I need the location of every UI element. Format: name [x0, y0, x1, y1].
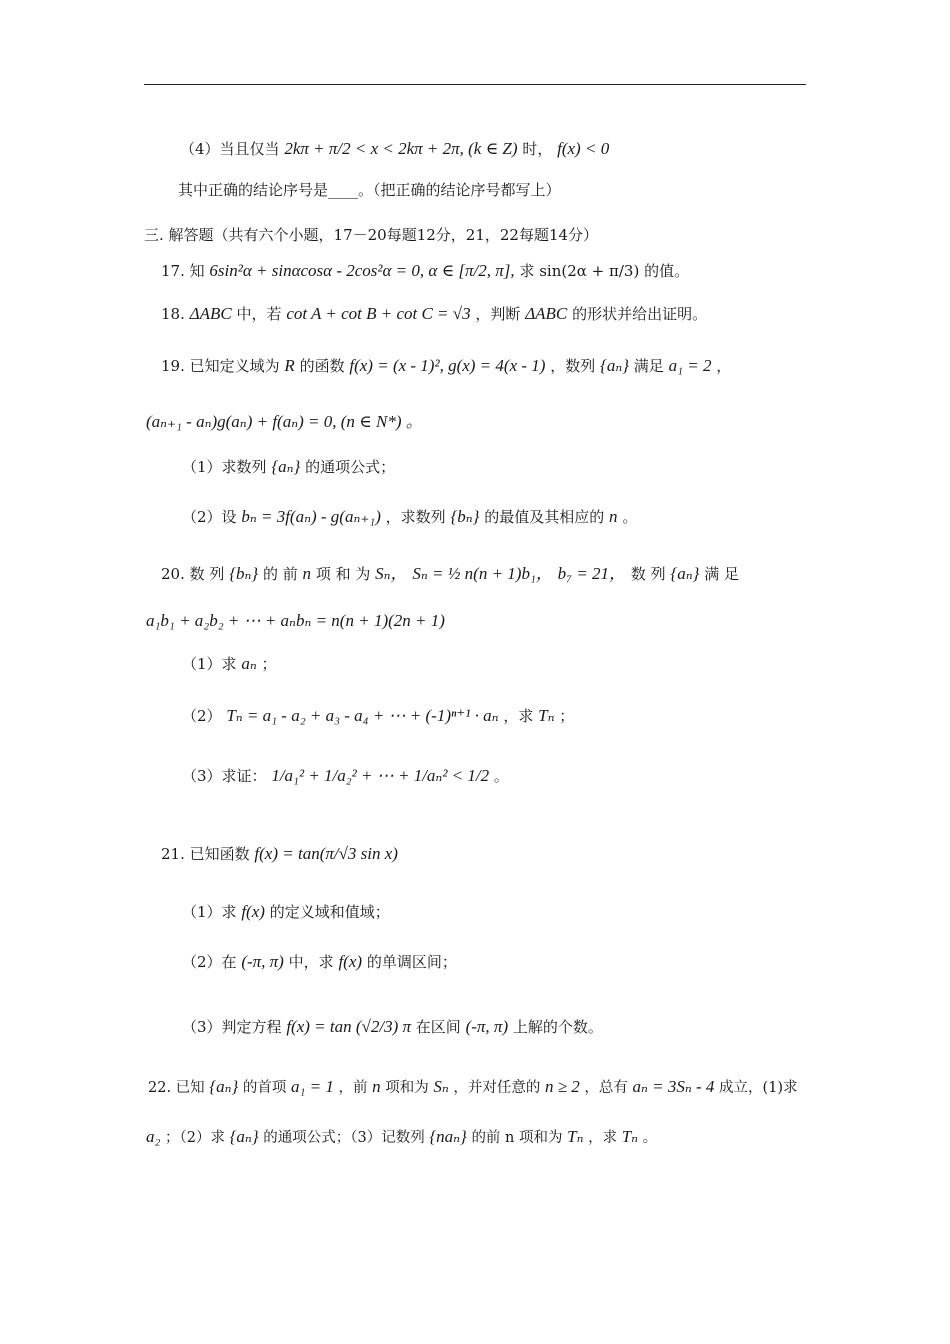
- q22-text-7: ；（2）求: [165, 1130, 226, 1146]
- q20-p2-tn: Tₙ: [538, 706, 555, 725]
- statement-4-middle: 时，: [522, 140, 553, 158]
- q21-p2-text: 中，求: [288, 953, 334, 971]
- q22-a2: a₂: [146, 1127, 161, 1146]
- question-17: [161, 262, 689, 279]
- q20-seq-b: {bₙ}: [229, 564, 259, 583]
- q19-p2-end: 。: [622, 508, 638, 526]
- q21-p2-ask: 的单调区间；: [366, 953, 457, 971]
- q22-text-5: ，总有: [584, 1080, 628, 1096]
- statement-4: [180, 140, 609, 157]
- q19-recurrence: (aₙ₊₁ - aₙ)g(aₙ) + f(aₙ) = 0, (n ∈ N*) 。: [146, 412, 423, 431]
- q19-text-2: ，数列: [550, 357, 596, 375]
- q20-number: 20. 数 列: [161, 565, 225, 583]
- q20-text-4: 满 足: [704, 565, 739, 583]
- q20-text-3: 数 列: [630, 565, 666, 583]
- q19-p1-prefix: （1）求数列: [182, 458, 267, 476]
- q22-tn: Tₙ: [567, 1127, 584, 1146]
- q18-triangle: ΔABC: [189, 304, 232, 323]
- q22-sn: Sₙ: [433, 1077, 449, 1096]
- q17-ask: 求 sin(2α + π/3) 的值。: [519, 262, 690, 280]
- q20-n: n: [302, 564, 312, 583]
- q21-p3-prefix: （3）判定方程: [182, 1018, 282, 1036]
- q19-comma: ，: [716, 357, 732, 375]
- q19-number: 19. 已知定义域为: [161, 357, 280, 375]
- q21-part-2: [182, 953, 457, 970]
- q20-p2-end: ；: [559, 707, 575, 725]
- q22-text-1: 的首项: [242, 1080, 287, 1096]
- q19-part-2: [182, 508, 637, 525]
- q18-ask: 的形状并给出证明。: [572, 305, 708, 323]
- q19-p2-prefix: （2）设: [182, 508, 237, 526]
- q19-p1-seq: {aₙ}: [271, 457, 301, 476]
- q19-domain: R: [284, 356, 295, 375]
- q17-number: 17. 知: [161, 262, 205, 280]
- q22-text-2: ，前: [338, 1080, 368, 1096]
- q18-number: 18.: [161, 305, 185, 323]
- q20-p2-text: ，求: [503, 707, 534, 725]
- q22-text-10: ，求: [588, 1130, 618, 1146]
- q20-p3-end: 。: [493, 767, 509, 785]
- q22-a1: a₁ = 1: [291, 1077, 334, 1096]
- q20-sn: Sₙ，: [375, 564, 408, 583]
- q21-p3-ask: 上解的个数。: [512, 1018, 603, 1036]
- q19-part-1: [182, 458, 395, 475]
- question-18: [161, 305, 707, 322]
- q17-equation: 6sin²α + sinαcosα - 2cos²α = 0, α ∈ [π/2, π],: [209, 261, 515, 280]
- q22-relation: aₙ = 3Sₙ - 4: [632, 1077, 715, 1096]
- q21-part-3: [182, 1018, 603, 1035]
- q19-text: 的函数: [299, 357, 345, 375]
- q21-number: 21. 已知函数: [161, 845, 250, 863]
- q22-condition: n ≥ 2: [544, 1077, 580, 1096]
- q22-text-9: 的前 n 项和为: [471, 1130, 563, 1146]
- q22-seq-2: {aₙ}: [229, 1127, 259, 1146]
- q20-p3-prefix: （3）求证：: [182, 767, 267, 785]
- q22-n: n: [372, 1077, 381, 1096]
- q20-p2-tn-def: Tₙ = a₁ - a₂ + a₃ - a₄ + ⋯ + (-1)ⁿ⁺¹ · aₙ: [226, 706, 499, 725]
- q19-p2-seq: {bₙ}: [450, 507, 480, 526]
- q21-p1-fx: f(x): [241, 902, 265, 921]
- statement-4-result: f(x) < 0: [557, 139, 610, 158]
- q20-sum-formula: Sₙ = ½ n(n + 1)b₁，: [412, 564, 553, 583]
- q19-text-3: 满足: [633, 357, 664, 375]
- q19-p2-text: ，求数列: [385, 508, 446, 526]
- q20-b7: b₇ = 21，: [557, 564, 627, 583]
- statement-4-prefix: （4）当且仅当: [180, 140, 280, 158]
- q19-p2-ask: 的最值及其相应的: [484, 508, 605, 526]
- question-22-cont: [146, 1128, 657, 1146]
- fill-in-instruction: 其中正确的结论序号是____。（把正确的结论序号都写上）: [178, 181, 561, 199]
- q21-p2-prefix: （2）在: [182, 953, 237, 971]
- q22-text-8: 的通项公式；（3）记数列: [263, 1130, 425, 1146]
- q18-condition: cot A + cot B + cot C = √3: [286, 304, 471, 323]
- q20-seq-a: {aₙ}: [670, 564, 700, 583]
- q19-p2-n: n: [609, 507, 618, 526]
- q22-seq: {aₙ}: [209, 1077, 239, 1096]
- q20-text-2: 项 和 为: [315, 565, 371, 583]
- q19-sequence: {aₙ}: [600, 356, 630, 375]
- q20-part-3: [182, 767, 509, 784]
- q21-part-1: [182, 903, 390, 920]
- q20-relation: a₁b₁ + a₂b₂ + ⋯ + aₙbₙ = n(n + 1)(2n + 1): [146, 611, 445, 630]
- q21-p3-equation: f(x) = tan (√2/3) π: [286, 1017, 412, 1036]
- question-21: [161, 845, 398, 862]
- q20-p2-prefix: （2）: [182, 707, 222, 725]
- question-22: [148, 1078, 798, 1096]
- header-rule: [144, 84, 806, 85]
- q22-number: 22. 已知: [148, 1080, 205, 1096]
- q21-p2-fx: f(x): [338, 952, 363, 971]
- q21-function: f(x) = tan(π/√3 sin x): [254, 844, 398, 863]
- q18-text: 中，若: [236, 305, 282, 323]
- q22-text-11: 。: [642, 1130, 658, 1146]
- section-3-heading: 三. 解答题（共有六个小题，17－20每题12分，21，22每题14分）: [144, 226, 599, 244]
- q19-p1-ask: 的通项公式；: [305, 458, 396, 476]
- q20-p1-an: aₙ: [241, 654, 257, 673]
- q18-text-2: ，判断: [475, 305, 521, 323]
- q19-initial: a₁ = 2: [668, 356, 712, 375]
- q21-p1-prefix: （1）求: [182, 903, 237, 921]
- statement-4-condition: 2kπ + π/2 < x < 2kπ + 2π, (k ∈ Z): [284, 139, 518, 158]
- q20-p1-end: ；: [261, 655, 277, 673]
- q22-text-3: 项和为: [385, 1080, 429, 1096]
- q20-part-2: [182, 707, 574, 724]
- question-20: [161, 565, 739, 582]
- q20-text: 的 前: [262, 565, 298, 583]
- q20-part-1: [182, 655, 277, 672]
- q21-p1-ask: 的定义域和值域；: [269, 903, 390, 921]
- question-19: [161, 357, 731, 374]
- q20-p3-inequality: 1/a₁² + 1/a₂² + ⋯ + 1/aₙ² < 1/2: [271, 766, 490, 785]
- q21-p3-interval: (-π, π): [465, 1017, 509, 1036]
- q22-text-4: ，并对任意的: [453, 1080, 541, 1096]
- q19-functions: f(x) = (x - 1)², g(x) = 4(x - 1): [349, 356, 546, 375]
- q22-tn-2: Tₙ: [621, 1127, 639, 1146]
- q21-p2-interval: (-π, π): [241, 952, 284, 971]
- q18-triangle-2: ΔABC: [525, 304, 568, 323]
- q20-p1-prefix: （1）求: [182, 655, 237, 673]
- q22-seq-3: {naₙ}: [429, 1127, 467, 1146]
- q19-p2-def: bₙ = 3f(aₙ) - g(aₙ₊₁): [241, 507, 381, 526]
- q21-p3-text: 在区间: [415, 1018, 461, 1036]
- q22-text-6: 成立，(1)求: [719, 1080, 798, 1096]
